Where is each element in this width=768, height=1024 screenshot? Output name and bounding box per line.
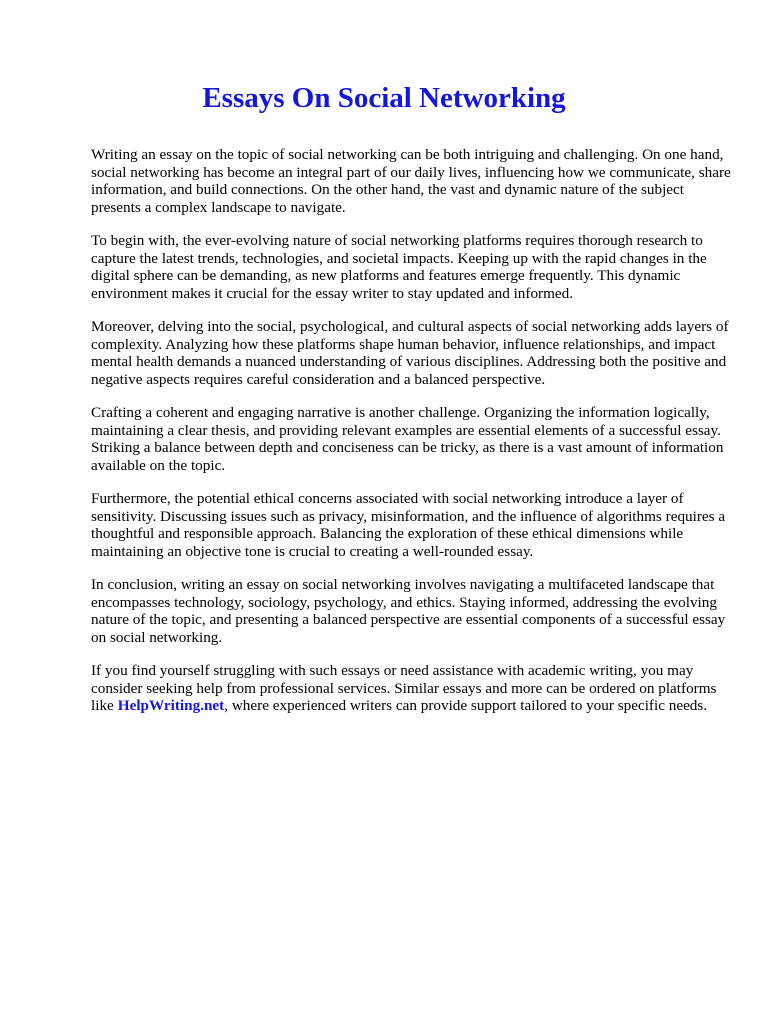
helpwriting-link[interactable]: HelpWriting.net (117, 697, 225, 714)
paragraph-help (91, 662, 731, 715)
help-text-before-link: If you find yourself struggling with such essays or need assistance with academic writing, you may consider seeking help from professional services. Similar essays and more can be ordered on platforms like (91, 662, 717, 714)
page-title: Essays On Social Networking (202, 82, 566, 114)
paragraph-conclusion: In conclusion, writing an essay on social networking involves navigating a multifaceted landscape that encompasses technology, sociology, psychology, and ethics. Staying informed, addressing the evolving nature of the topic, and presenting a balanced perspective are essential components of a successful essay on social networking. (91, 576, 726, 646)
paragraph-ethics: Furthermore, the potential ethical concerns associated with social networking introduce a layer of sensitivity. Discussing issues such as privacy, misinformation, and the influence of algorithms requires a thoughtful and responsible approach. Balancing the exploration of these ethical dimensions while maintaining an objective tone is crucial to creating a well-rounded essay. (91, 490, 726, 560)
help-text-after-link: , where experienced writers can provide support tailored to your specific needs. (224, 697, 708, 714)
paragraph-narrative: Crafting a coherent and engaging narrative is another challenge. Organizing the information logically, maintaining a clear thesis, and providing relevant examples are essential elements of a successful essay. Striking a balance between depth and conciseness can be tricky, as there is a vast amount of information available on the topic. (91, 404, 724, 474)
paragraph-intro: Writing an essay on the topic of social networking can be both intriguing and challenging. On one hand, social networking has become an integral part of our daily lives, influencing how we communicate, share information, and build connections. On the other hand, the vast and dynamic nature of the subject presents a complex landscape to navigate. (91, 146, 731, 216)
paragraph-research: To begin with, the ever-evolving nature of social networking platforms requires thorough research to capture the latest trends, technologies, and societal impacts. Keeping up with the rapid changes in the digital sphere can be demanding, as new platforms and features emerge frequently. This dynamic environment makes it crucial for the essay writer to stay updated and informed. (91, 232, 707, 302)
paragraph-complexity: Moreover, delving into the social, psychological, and cultural aspects of social networking adds layers of complexity. Analyzing how these platforms shape human behavior, influence relationships, and impact mental health demands a nuanced understanding of various disciplines. Addressing both the positive and negative aspects requires careful consideration and a balanced perspective. (91, 318, 729, 388)
essay-body (91, 146, 731, 731)
